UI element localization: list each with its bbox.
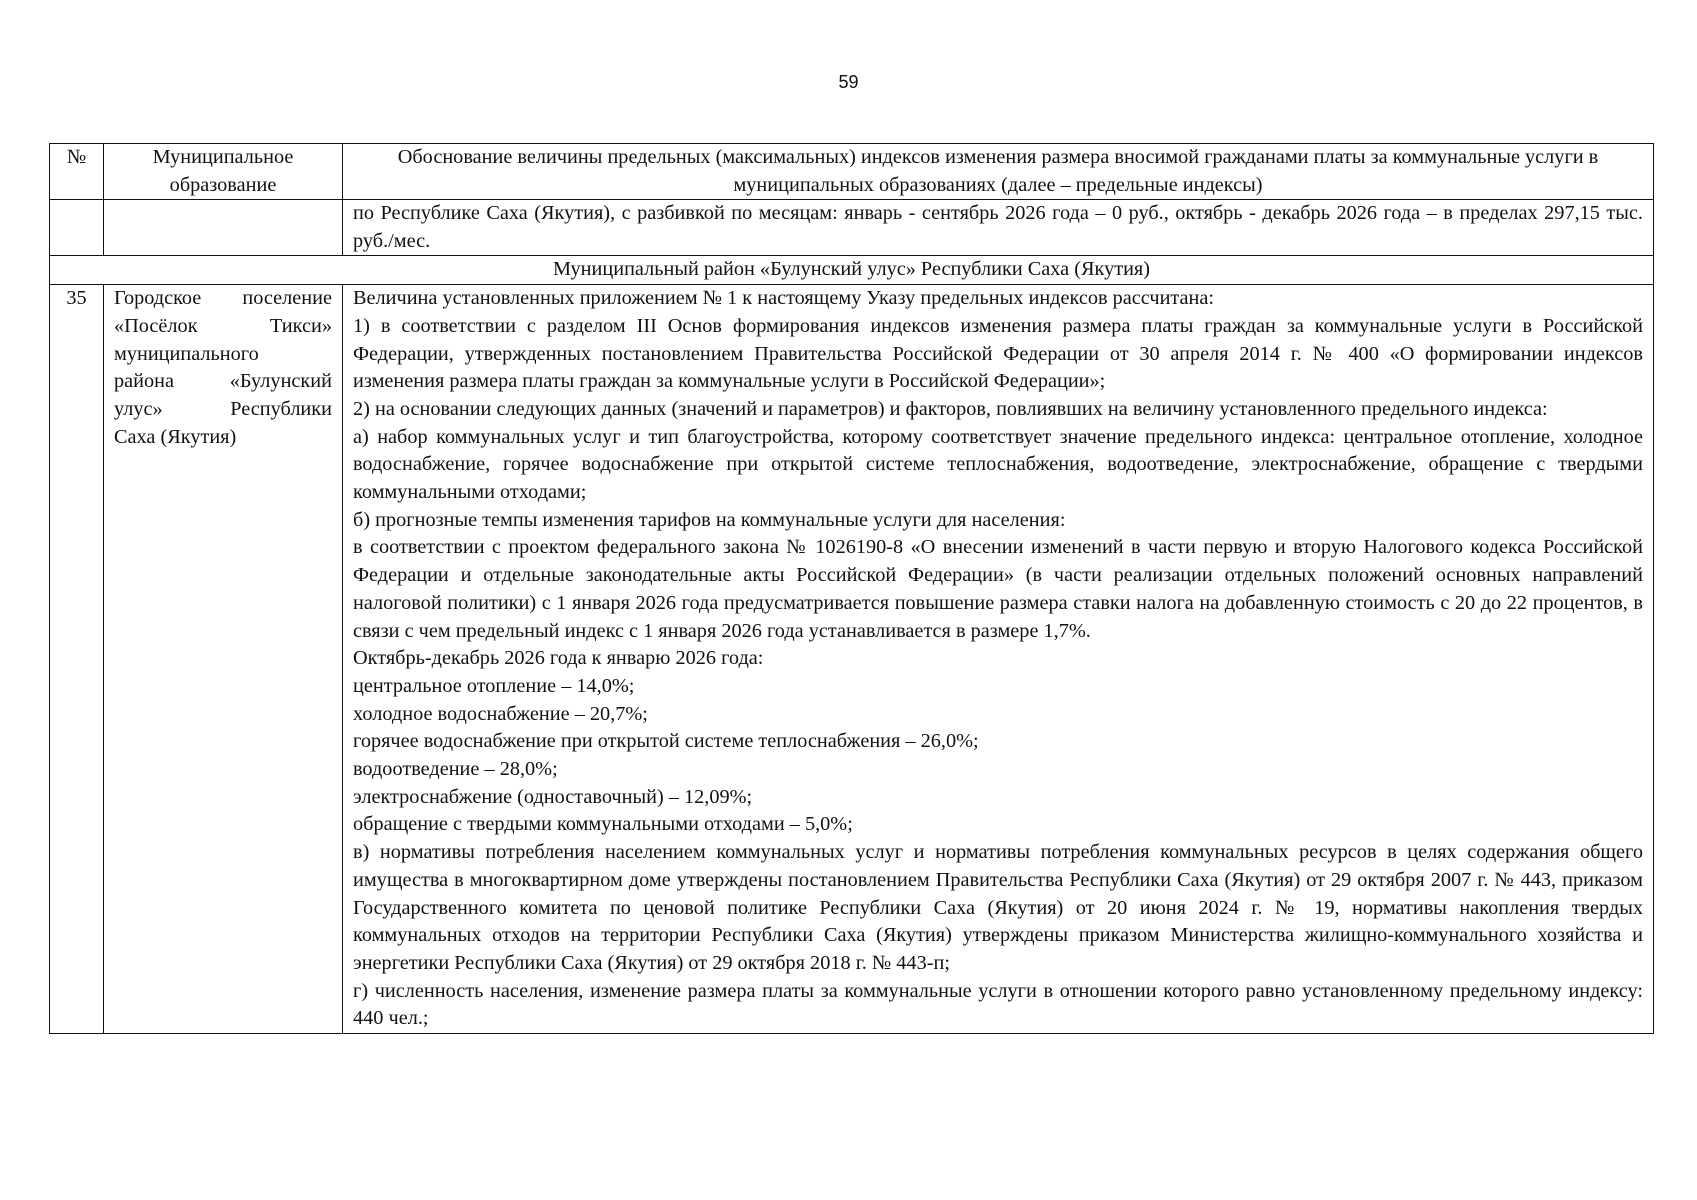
justification-period-heading: Октябрь-декабрь 2026 года к январю 2026 года: xyxy=(353,647,764,670)
continuation-number-cell xyxy=(50,200,104,256)
justification-item-b: б) прогнозные темпы изменения тарифов на коммунальные услуги для населения: xyxy=(353,508,1066,531)
header-number: № xyxy=(50,144,104,200)
justification-item-1: 1) в соответствии с разделом III Основ формирования индексов изменения размера платы граждан за коммунальные услуги в Российской Федерации, утвержденных постановлением Правительства Российской Федерации от 30 апреля 2014 г. № 400 «О формировании индексов изменения размера платы граждан за коммунальные услуги в Российской Федерации»; xyxy=(353,314,1643,393)
page-number: 59 xyxy=(838,72,859,92)
rate-solid-waste: обращение с твердыми коммунальными отходами – 5,0%; xyxy=(353,813,853,836)
table-header-row xyxy=(50,144,1654,200)
row-number-cell: 35 xyxy=(50,285,104,1034)
header-municipality: Муниципальное образование xyxy=(104,144,343,200)
row-justification-cell xyxy=(343,285,1654,1034)
continuation-text-cell: по Республике Саха (Якутия), с разбивкой по месяцам: январь - сентябрь 2026 года – 0 руб., октябрь - декабрь 2026 года – в пределах 297,15 тыс. руб./мес. xyxy=(343,200,1654,256)
continuation-municipality-cell xyxy=(104,200,343,256)
rate-hot-water: горячее водоснабжение при открытой системе теплоснабжения – 26,0%; xyxy=(353,730,979,753)
justification-item-v: в) нормативы потребления населением коммунальных услуг и нормативы потребления коммунальных ресурсов в целях содержания общего имущества в многоквартирном доме утверждены постановлением Правительства Республики Саха (Якутия) от 29 октября 2007 г. № 443, приказом Государственного комитета по ценовой политике Республики Саха (Якутия) от 20 июня 2024 г. № 19, нормативы накопления твердых коммунальных отходов на территории Республики Саха (Якутия) утверждены приказом Министерства жилищно-коммунального хозяйства и энергетики Республики Саха (Якутия) от 29 октября 2018 г. № 443-п; xyxy=(353,841,1643,974)
justification-intro: Величина установленных приложением № 1 к настоящему Указу предельных индексов рассчитана: xyxy=(353,287,1215,310)
rate-electricity: электроснабжение (одноставочный) – 12,09%; xyxy=(353,785,753,808)
justification-tax-note: в соответствии с проектом федерального закона № 1026190-8 «О внесении изменений в части первую и вторую Налогового кодекса Российской Федерации и отдельные законодательные акты Российской Федерации» (в части реализации отдельных положений основных направлений налоговой политики) с 1 января 2026 года предусматривается повышение размера ставки налога на добавленную стоимость с 20 до 22 процентов, в связи с чем предельный индекс с 1 января 2026 года устанавливается в размере 1,7%. xyxy=(353,536,1643,642)
rate-sewerage: водоотведение – 28,0%; xyxy=(353,758,558,781)
justification-item-g: г) численность населения, изменение размера платы за коммунальные услуги в отношении которого равно установленному предельному индексу: 440 чел.; xyxy=(353,979,1643,1030)
header-justification: Обоснование величины предельных (максимальных) индексов изменения размера вносимой гражданами платы за коммунальные услуги в муниципальных образованиях (далее – предельные индексы) xyxy=(343,144,1654,200)
rate-cold-water: холодное водоснабжение – 20,7%; xyxy=(353,702,648,725)
row-municipality-cell xyxy=(104,285,343,1034)
municipality-line: Саха (Якутия) xyxy=(114,425,237,448)
justification-item-2: 2) на основании следующих данных (значений и параметров) и факторов, повлиявших на величину установленного предельного индекса: xyxy=(353,397,1548,420)
municipality-line: муниципального xyxy=(114,342,259,365)
section-title: Муниципальный район «Булунский улус» Республики Саха (Якутия) xyxy=(50,256,1654,285)
justification-item-a: а) набор коммунальных услуг и тип благоустройства, которому соответствует значение предельного индекса: центральное отопление, холодное водоснабжение, горячее водоснабжение при открытой системе теплоснабжения, водоотведение, электроснабжение, обращение с твердыми коммунальными отходами; xyxy=(353,425,1643,504)
rate-central-heating: центральное отопление – 14,0%; xyxy=(353,674,635,697)
tariff-index-table xyxy=(49,143,1654,1034)
municipality-line: района «Булунский xyxy=(114,370,332,393)
table-row xyxy=(50,285,1654,1034)
table-section-row xyxy=(50,256,1654,285)
municipality-line: улус» Республики xyxy=(114,397,332,420)
municipality-line: «Посёлок Тикси» xyxy=(114,314,332,337)
table-row-continuation xyxy=(50,200,1654,256)
municipality-line: Городское поселение xyxy=(114,287,332,310)
